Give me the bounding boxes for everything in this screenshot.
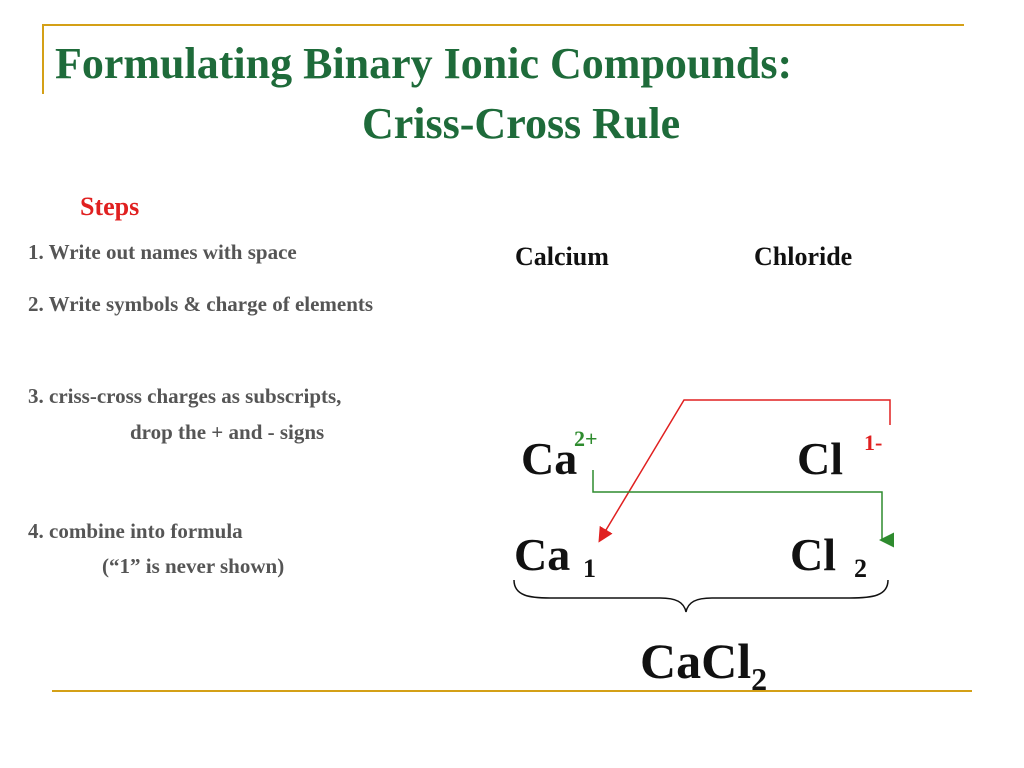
step-3-continuation: drop the + and - signs	[130, 420, 325, 444]
slide-title-line1: Formulating Binary Ionic Compounds:	[55, 39, 793, 88]
final-formula-base: CaCl	[640, 633, 752, 689]
cation-name: Calcium	[515, 242, 609, 271]
steps-heading: Steps	[80, 192, 140, 221]
anion-symbol: Cl	[797, 433, 843, 484]
anion-charge-arrow	[600, 400, 890, 540]
anion-subscript: 2	[854, 554, 867, 583]
step-1: 1. Write out names with space	[28, 240, 297, 264]
cation-symbol-with-subscript: Ca	[514, 529, 571, 580]
step-4-continuation: (“1” is never shown)	[102, 554, 285, 578]
cation-charge: 2+	[574, 426, 598, 451]
anion-symbol-with-subscript: Cl	[790, 529, 836, 580]
final-formula-subscript: 2	[751, 661, 768, 697]
step-4: 4. combine into formula	[28, 519, 243, 543]
step-3: 3. criss-cross charges as subscripts,	[28, 384, 342, 408]
combine-brace	[514, 580, 888, 612]
anion-charge: 1-	[864, 430, 883, 455]
cation-symbol: Ca	[521, 433, 578, 484]
cation-subscript: 1	[583, 554, 596, 583]
step-2: 2. Write symbols & charge of elements	[28, 292, 374, 316]
anion-name: Chloride	[754, 242, 853, 271]
slide-title-line2: Criss-Cross Rule	[362, 99, 681, 148]
